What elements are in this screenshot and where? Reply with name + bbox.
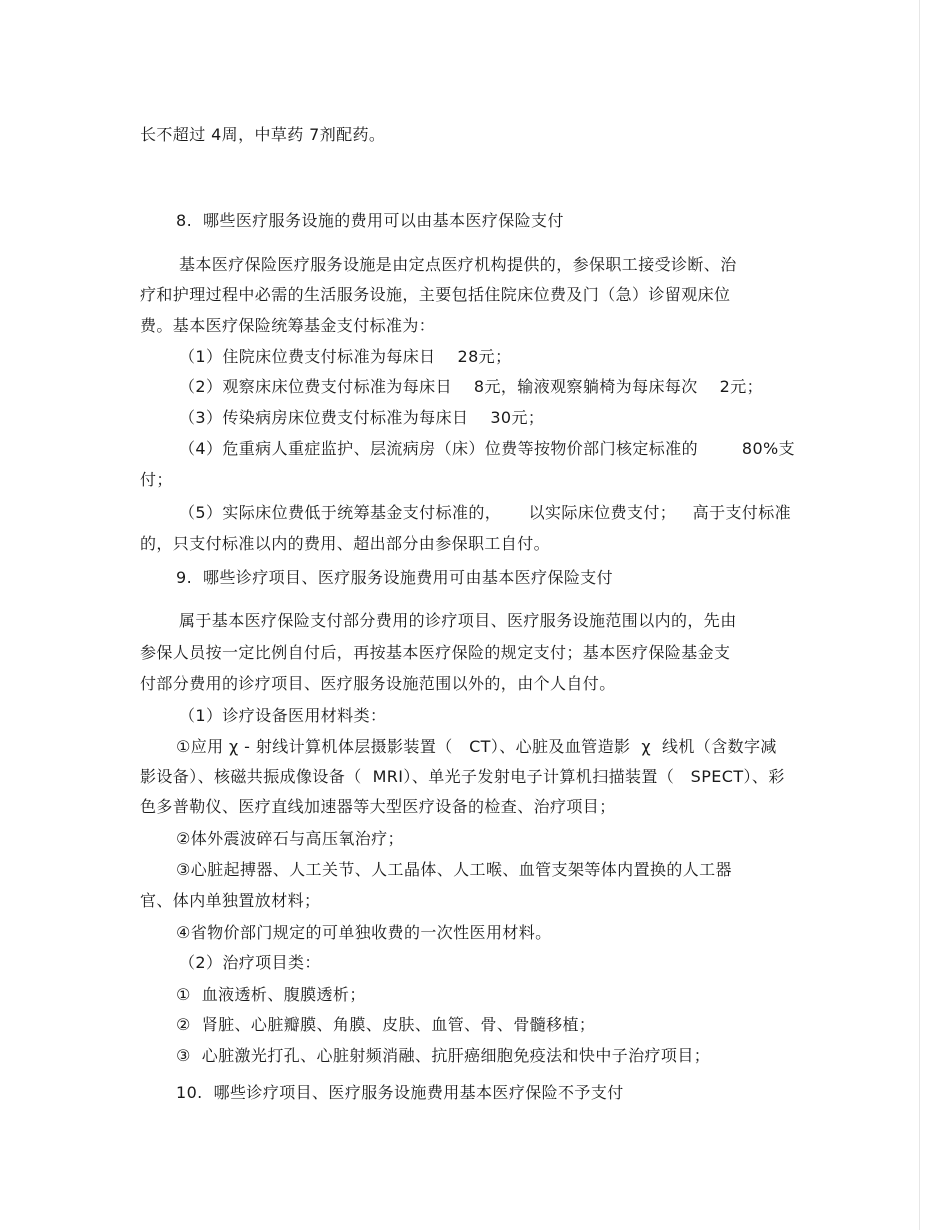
list-item: ③心脏起搏器、人工关节、人工晶体、人工喉、血管支架等体内置换的人工器 <box>176 860 732 879</box>
list-item: （2）观察床床位费支付标准为每床日 8元，输液观察躺椅为每床每次 2元； <box>179 377 764 396</box>
text-line: 参保人员按一定比例自付后，再按基本医疗保险的规定支付；基本医疗保险基金支 <box>140 643 731 662</box>
text-line: 色多普勒仪、医疗直线加速器等大型医疗设备的检查、治疗项目； <box>140 797 616 816</box>
section-heading-10: 10. 哪些诊疗项目、医疗服务设施费用基本医疗保险不予支付 <box>176 1083 624 1102</box>
list-item: （5）实际床位费低于统筹基金支付标准的， 以实际床位费支付； 高于支付标准 <box>179 503 792 522</box>
list-item: ① 血液透析、腹膜透析； <box>176 985 366 1004</box>
text-line: 费。基本医疗保险统筹基金支付标准为： <box>140 316 436 335</box>
list-item: （1）住院床位费支付标准为每床日 28元； <box>179 347 512 366</box>
list-item: ②体外震波碎石与高压氧治疗； <box>176 829 404 848</box>
text-line: 官、体内单独置放材料； <box>140 891 321 910</box>
text-line: 基本医疗保险医疗服务设施是由定点医疗机构提供的，参保职工接受诊断、治 <box>179 255 737 274</box>
list-item: （2）治疗项目类： <box>179 953 321 972</box>
text-line: 的，只支付标准以内的费用、超出部分由参保职工自付。 <box>140 534 551 553</box>
text-line: 疗和护理过程中必需的生活服务设施，主要包括住院床位费及门（急）诊留观床位 <box>140 285 731 304</box>
list-item: ④省物价部门规定的可单独收费的一次性医用材料。 <box>176 923 552 942</box>
list-item: ①应用 χ - 射线计算机体层摄影装置（ CT）、心脏及血管造影 χ 线机（含数字减 <box>176 737 777 756</box>
section-heading-8: 8. 哪些医疗服务设施的费用可以由基本医疗保险支付 <box>176 211 564 230</box>
section-heading-9: 9. 哪些诊疗项目、医疗服务设施费用可由基本医疗保险支付 <box>176 568 614 587</box>
list-item: （1）诊疗设备医用材料类： <box>179 706 387 725</box>
page-edge-divider <box>919 0 920 1230</box>
text-line: 长不超过 4周，中草药 7剂配药。 <box>140 125 386 144</box>
list-item: （4）危重病人重症监护、层流病房（床）位费等按物价部门核定标准的 80%支 <box>179 439 796 458</box>
list-item: ② 肾脏、心脏瓣膜、角膜、皮肤、血管、骨、骨髓移植； <box>176 1015 596 1034</box>
text-line: 付； <box>140 470 173 489</box>
text-line: 属于基本医疗保险支付部分费用的诊疗项目、医疗服务设施范围以内的，先由 <box>179 611 737 630</box>
text-line: 付部分费用的诊疗项目、医疗服务设施范围以外的，由个人自付。 <box>140 674 616 693</box>
text-line: 影设备）、核磁共振成像设备（ MRI）、单光子发射电子计算机扫描装置（ SPECT）、彩 <box>140 767 785 786</box>
list-item: （3）传染病房床位费支付标准为每床日 30元； <box>179 408 545 427</box>
list-item: ③ 心脏激光打孔、心脏射频消融、抗肝癌细胞免疫法和快中子治疗项目； <box>176 1046 711 1065</box>
